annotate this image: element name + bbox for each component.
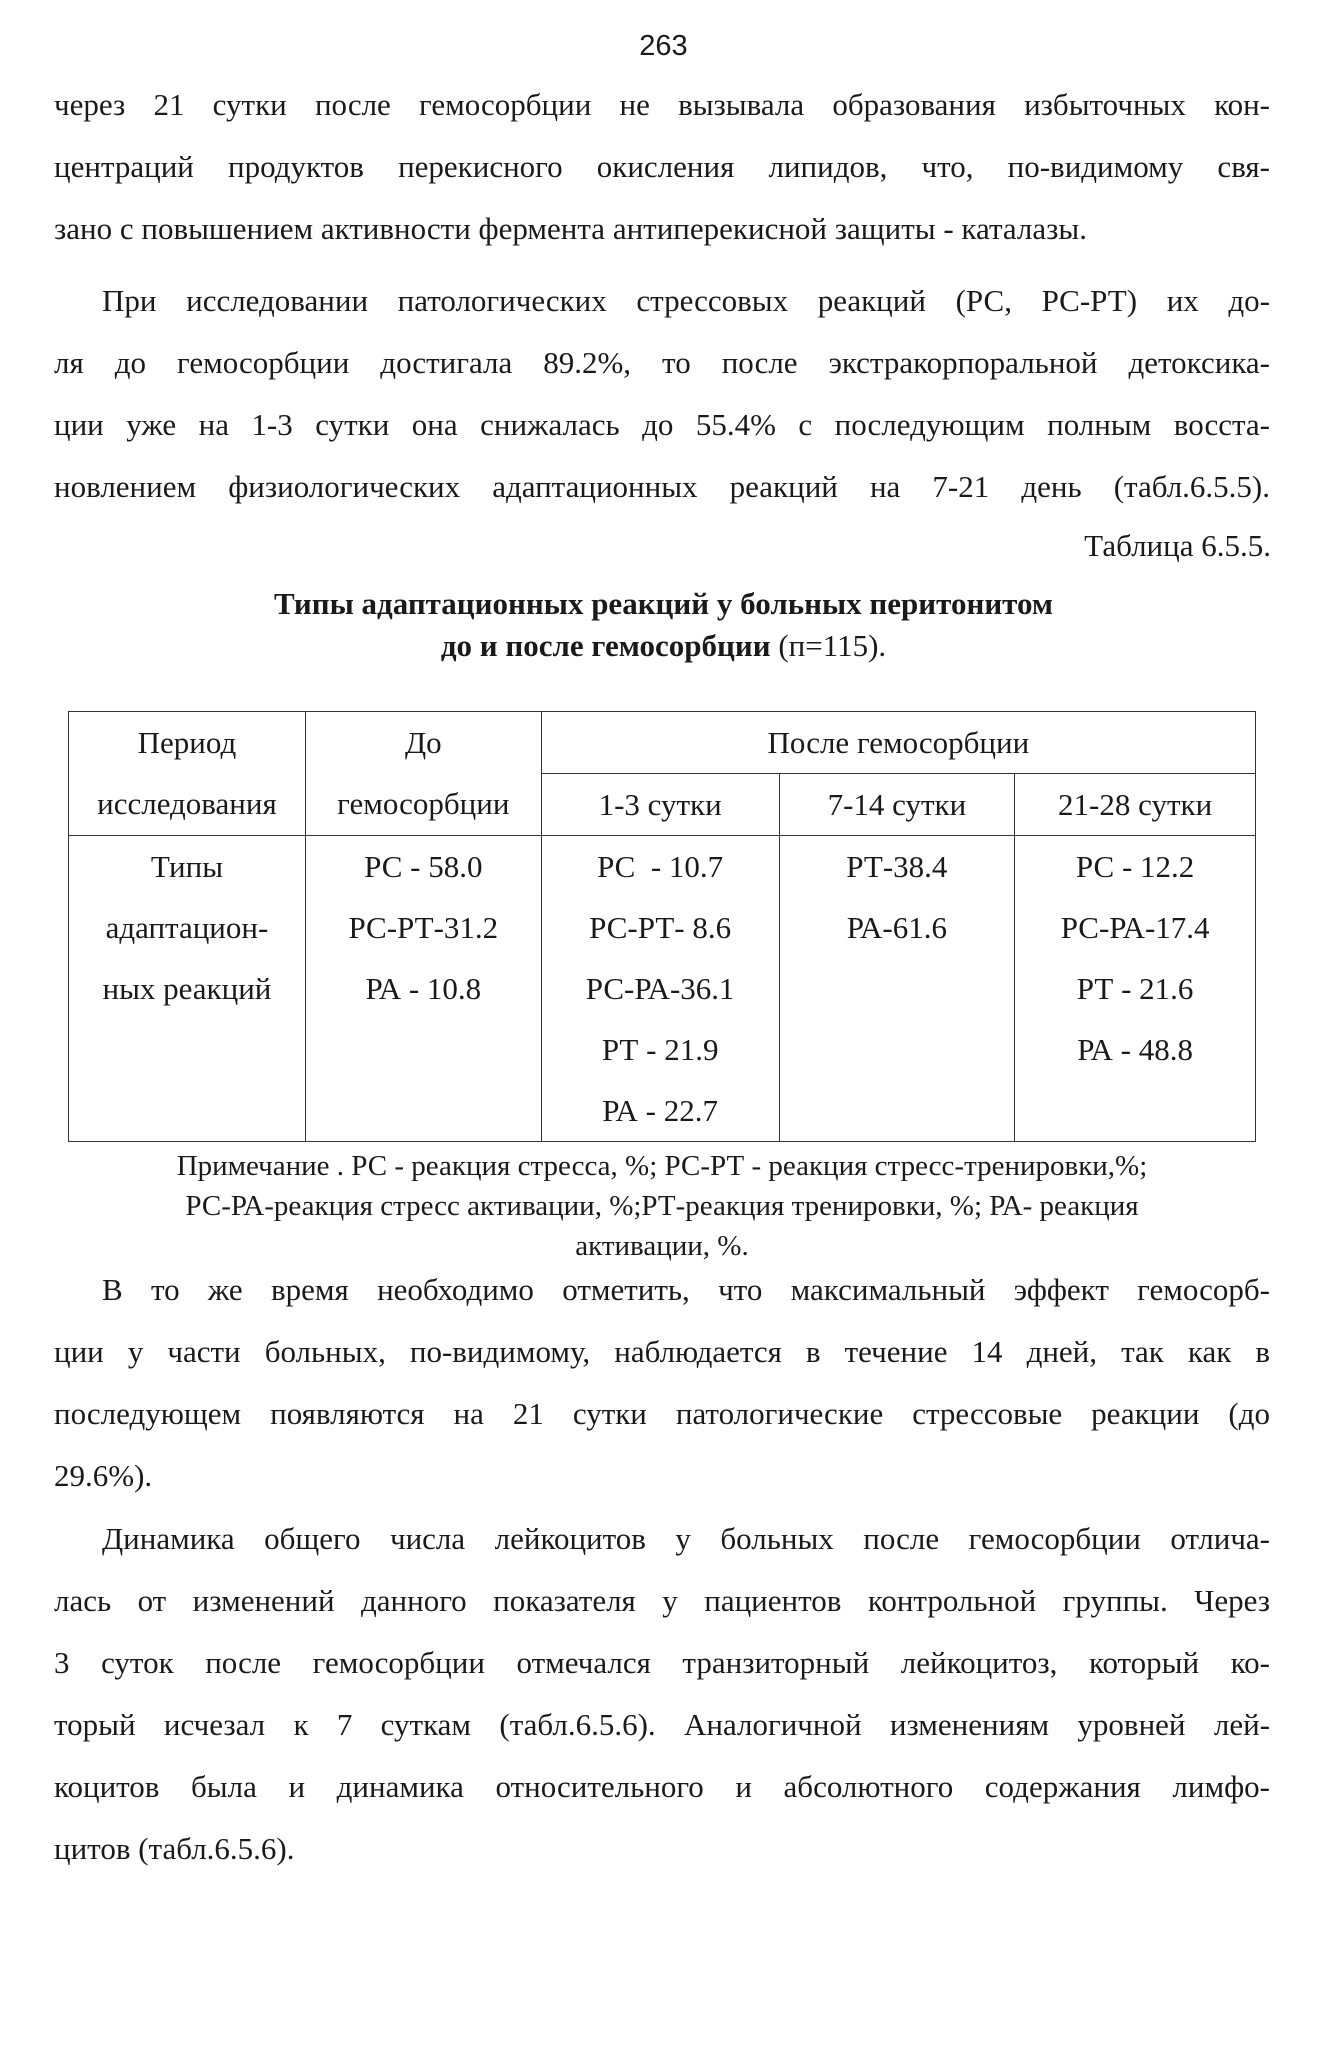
days-1-3-values-cell: РС - 10.7 РС-РТ- 8.6 РС-РА-36.1 РТ - 21.9 РА - 22.7: [541, 836, 779, 1142]
text-line: ции уже на 1-3 сутки она снижалась до 55.4% с последующим полным восста-: [54, 407, 1270, 442]
text-line: В то же время необходимо отметить, что максимальный эффект гемосорб-: [102, 1272, 1270, 1307]
header-days-1-3: 1-3 сутки: [541, 774, 779, 836]
note-line: РС-РА-реакция стресс активации, %;РТ-реакция тренировки, %; РА- реакция: [185, 1190, 1139, 1222]
text-line: ля до гемосорбции достигала 89.2%, то после экстракорпоральной детоксика-: [54, 345, 1270, 380]
text-line: цитов (табл.6.5.6).: [54, 1831, 295, 1866]
text-line: Динамика общего числа лейкоцитов у больных после гемосорбции отлича-: [102, 1521, 1270, 1556]
table-title-line1: Типы адаптационных реакций у больных перитонитом: [273, 586, 1054, 621]
text-line: При исследовании патологических стрессовых реакций (РС, РС-РТ) их до-: [102, 283, 1270, 318]
paragraph-2: [54, 270, 1270, 518]
row-label-cell: Типы адаптацион- ных реакций: [69, 836, 306, 1142]
header-after: После гемосорбции: [541, 712, 1255, 774]
text-line: зано с повышением активности фермента антиперекисной защиты - каталазы.: [54, 211, 1087, 246]
text-line: ции у части больных, по-видимому, наблюдается в течение 14 дней, так как в: [54, 1334, 1270, 1369]
text-line: 3 суток после гемосорбции отмечался транзиторный лейкоцитоз, который ко-: [54, 1645, 1270, 1680]
header-period: Период исследования: [69, 712, 306, 836]
table-title: [0, 583, 1327, 667]
text-line: 29.6%).: [54, 1458, 153, 1493]
text-line: коцитов была и динамика относительного и абсолютного содержания лимфо-: [54, 1769, 1270, 1804]
header-days-21-28: 21-28 сутки: [1015, 774, 1256, 836]
table-title-line2-rest: (п=115).: [770, 628, 887, 663]
note-line: Примечание . РС - реакция стресса, %; РС-РТ - реакция стресс-тренировки,%;: [176, 1150, 1148, 1182]
before-values-cell: РС - 58.0 РС-РТ-31.2 РА - 10.8: [305, 836, 541, 1142]
page-number: 263: [639, 30, 688, 62]
table-label: Таблица 6.5.5.: [1084, 528, 1271, 563]
header-before: До гемосорбции: [305, 712, 541, 836]
text-line: через 21 сутки после гемосорбции не вызывала образования избыточных кон-: [54, 87, 1270, 122]
text-line: новлением физиологических адаптационных реакций на 7-21 день (табл.6.5.5).: [54, 469, 1270, 504]
header-days-7-14: 7-14 сутки: [779, 774, 1015, 836]
paragraph-4: [54, 1508, 1270, 1880]
days-7-14-values-cell: РТ-38.4 РА-61.6: [779, 836, 1015, 1142]
paragraph-1: [54, 74, 1270, 260]
table-note: [62, 1146, 1262, 1266]
text-line: центраций продуктов перекисного окисления липидов, что, по-видимому свя-: [54, 149, 1270, 184]
paragraph-3: [54, 1259, 1270, 1507]
adaptation-reactions-table: [68, 711, 1256, 1142]
text-line: лась от изменений данного показателя у пациентов контрольной группы. Через: [54, 1583, 1270, 1618]
note-line: активации, %.: [575, 1230, 749, 1262]
days-21-28-values-cell: РС - 12.2 РС-РА-17.4 РТ - 21.6 РА - 48.8: [1015, 836, 1256, 1142]
text-line: торый исчезал к 7 суткам (табл.6.5.6). Аналогичной изменениям уровней лей-: [54, 1707, 1270, 1742]
table-title-line2-bold: до и после гемосорбции: [440, 628, 771, 663]
text-line: последующем появляются на 21 сутки патологические стрессовые реакции (до: [54, 1396, 1270, 1431]
